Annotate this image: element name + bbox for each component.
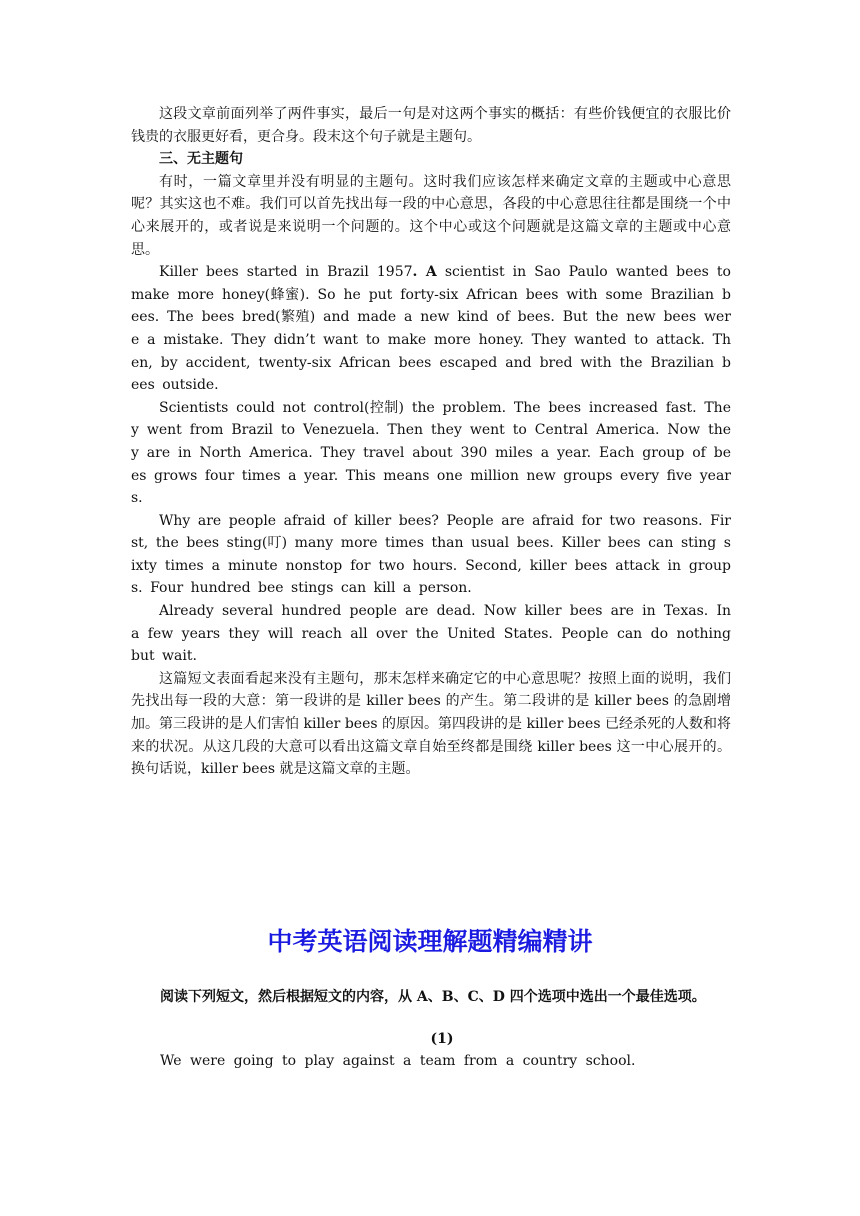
english-paragraph-4: Already several hundred people are dead. Now killer bees are in Texas. In a few years they will reach all over the United States. People can do nothing but wait. <box>131 603 731 665</box>
paragraph-topic-summary: 这段文章前面列举了两件事实，最后一句是对这两个事实的概括：有些价钱便宜的衣服比价钱贵的衣服更好看，更合身。段末这个句子就是主题句。 <box>131 106 731 145</box>
english-paragraph-2: Scientists could not control(控制) the problem. The bees increased fast. They went from Brazil to Venezuela. Then they went to Central America. Now they are in North America. They travel about 390 miles a year. Each group of bees grows four times a year. This means one million new groups every five years. <box>131 399 731 507</box>
section-title: 中考英语阅读理解题精编精讲 <box>267 927 593 956</box>
paragraph-no-topic-intro: 有时，一篇文章里并没有明显的主题句。这时我们应该怎样来确定文章的主题或中心意思呢？其实这也不难。我们可以首先找出每一段的中心意思，各段的中心意思往往都是围绕一个中心来展开的，或者说是来说明一个问题的。这个中心或这个问题就是这篇文章的主题或中心意思。 <box>131 173 731 258</box>
passage-number: (1) <box>430 1031 454 1047</box>
english-paragraph-1 <box>131 261 731 397</box>
english-paragraph-1-bold: . A <box>412 264 437 281</box>
english-paragraph-3: Why are people afraid of killer bees? People are afraid for two reasons. First, the bees sting(叮) many more times than usual bees. Killer bees can sting sixty times a minute nonstop for two hours. Second, killer bees attack in groups. Four hundred bee stings can kill a person. <box>131 512 731 597</box>
heading-no-topic-sentence: 三、无主题句 <box>159 151 243 168</box>
article-body <box>131 103 731 781</box>
passage-first-line: We were going to play against a team from a country school. <box>160 1053 636 1069</box>
english-paragraph-1-rest: scientist in Sao Paulo wanted bees to make more honey(蜂蜜). So he put forty-six African bees with some Brazilian bees. The bees bred(繁殖) and made a new kind of bees. But the new bees were a mistake. They didn’t want to make more honey. They wanted to attack. Then, by accident, twenty-six African bees escaped and bred with the Brazilian bees outside. <box>131 264 731 394</box>
instructions: 阅读下列短文，然后根据短文的内容，从 A、B、C、D 四个选项中选出一个最佳选项。 <box>160 989 706 1005</box>
english-paragraph-1-start: Killer bees started in Brazil 1957 <box>159 264 413 281</box>
paragraph-analysis: 这篇短文表面看起来没有主题句，那末怎样来确定它的中心意思呢？按照上面的说明，我们先找出每一段的大意：第一段讲的是 killer bees 的产生。第二段讲的是 killer bees 的急剧增加。第三段讲的是人们害怕 killer bees 的原因。第四段讲的是 killer bees 已经杀死的人数和将来的状况。从这几段的大意可以看出这篇文章自始至终都是围绕 killer bees 这一中心展开的。换句话说，killer bees 就是这篇文章的主题。 <box>131 670 731 778</box>
